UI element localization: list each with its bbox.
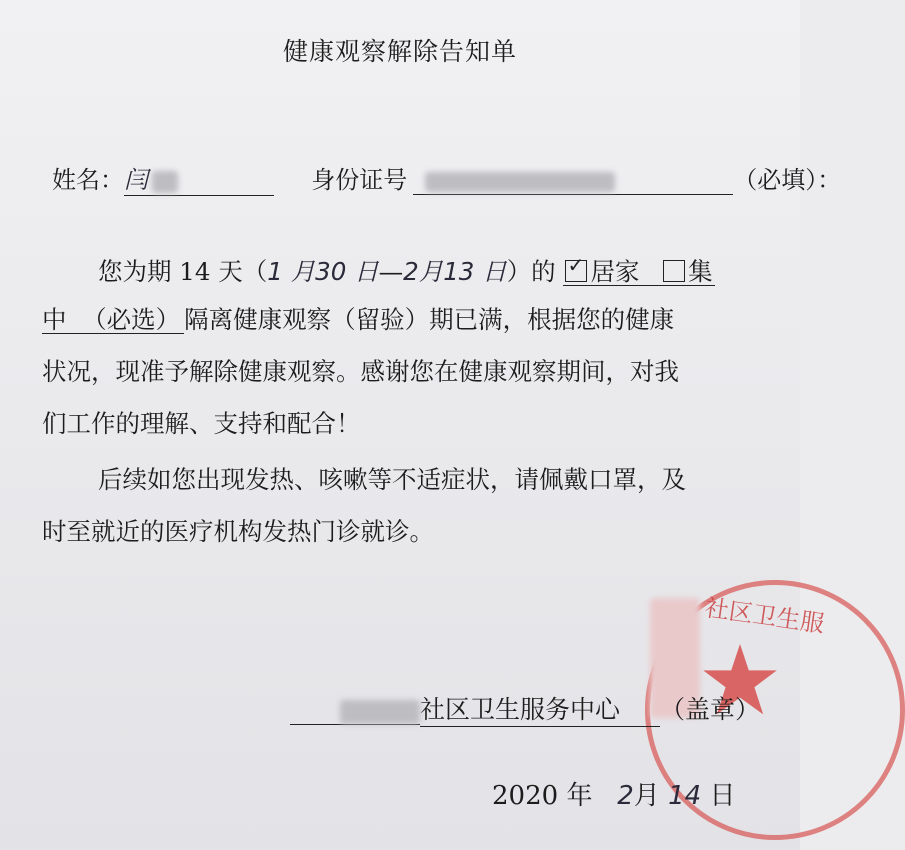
date-year-unit: 年 bbox=[566, 781, 593, 811]
name-label: 姓名： bbox=[52, 166, 124, 194]
paragraph-1-line-3: 状况，现准予解除健康观察。感谢您在健康观察期间，对我 bbox=[42, 357, 679, 386]
start-date: 1 月30 日 bbox=[267, 257, 379, 286]
period-prefix: 您为期 bbox=[98, 257, 172, 286]
days-unit: 天（ bbox=[218, 257, 268, 286]
redacted-issuer-name bbox=[340, 700, 420, 724]
paragraph-1-line-1 bbox=[98, 253, 715, 286]
option-central-continued: 中 bbox=[42, 305, 67, 334]
document-title: 健康观察解除告知单 bbox=[282, 37, 517, 66]
option-field-continued bbox=[42, 305, 184, 334]
check-mark-icon: ✓ bbox=[567, 253, 585, 277]
date-close: ）的 bbox=[506, 257, 556, 286]
home-checkbox[interactable] bbox=[565, 253, 587, 282]
seal-text: 社区卫生服 bbox=[703, 593, 827, 639]
option-central-label: 集 bbox=[688, 257, 713, 286]
date-year: 2020 bbox=[492, 781, 559, 811]
id-number-field bbox=[413, 166, 733, 195]
option-field bbox=[563, 253, 714, 286]
observation-days: 14 bbox=[179, 257, 211, 286]
date-day-unit: 日 bbox=[709, 781, 736, 811]
required-note: （必填）： bbox=[733, 166, 842, 194]
paragraph-2-line-2: 时至就近的医疗机构发热门诊就诊。 bbox=[42, 517, 434, 546]
issue-date bbox=[492, 775, 735, 812]
issuer-name-suffix: 社区卫生服务中心 bbox=[420, 690, 660, 727]
date-dash: — bbox=[378, 257, 404, 286]
issuer-line bbox=[290, 690, 760, 727]
date-month-unit: 月 bbox=[633, 781, 660, 811]
paragraph-1-line-2 bbox=[42, 305, 675, 334]
redacted-id-number bbox=[425, 172, 615, 192]
paragraph-1-line-2-text: 隔离健康观察（留验）期已满，根据您的健康 bbox=[184, 305, 675, 334]
issuer-field bbox=[290, 695, 420, 725]
must-select-note: （必选） bbox=[82, 305, 181, 334]
name-value: 闫 bbox=[124, 166, 148, 194]
date-day: 14 bbox=[668, 781, 702, 811]
seal-note: （盖章） bbox=[660, 695, 761, 724]
central-checkbox[interactable] bbox=[663, 260, 685, 282]
name-field bbox=[124, 160, 274, 196]
redacted-name bbox=[152, 171, 178, 193]
paragraph-2-line-1: 后续如您出现发热、咳嗽等不适症状，请佩戴口罩，及 bbox=[98, 465, 686, 494]
date-month: 2 bbox=[617, 781, 634, 811]
personal-info-line bbox=[52, 160, 841, 196]
paragraph-1-line-4: 们工作的理解、支持和配合！ bbox=[42, 409, 361, 438]
option-home-label: 居家 bbox=[590, 257, 640, 286]
id-number-label: 身份证号 bbox=[311, 166, 408, 194]
end-date: 2月13 日 bbox=[403, 257, 507, 286]
